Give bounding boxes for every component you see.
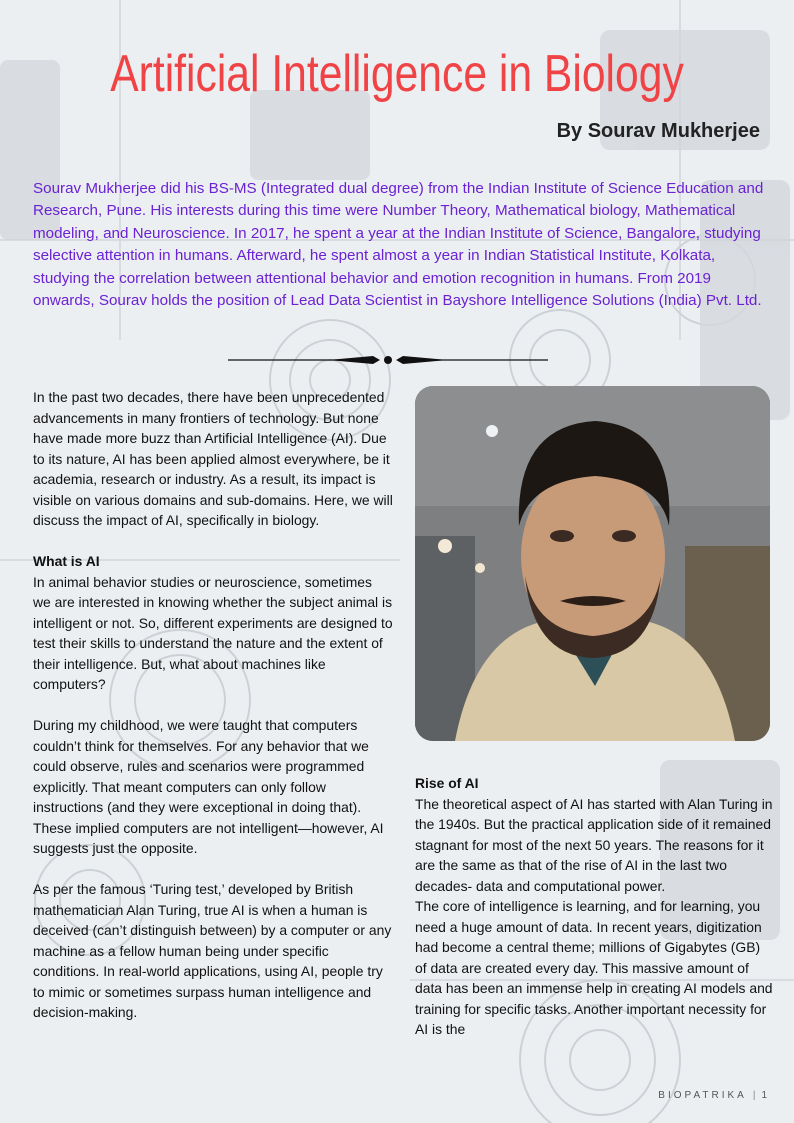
paragraph: As per the famous ‘Turing test,’ developed by British mathematician Alan Turing, true AI is when a human is deceived (can’t distinguish between) by a computer or any machine as a fellow human being under specific conditions. In real-world applications, using AI, people try to mimic or sometimes surpass human intelligence and decision-making. bbox=[33, 881, 392, 1020]
paragraph: The theoretical aspect of AI has started with Alan Turing in the 1940s. But the practical application side of it remained stagnant for most of the next 50 years. The reasons for it are the same as that of the rise of AI in the last two decades- data and computational power. bbox=[415, 795, 773, 894]
paragraph: During my childhood, we were taught that computers couldn’t think for themselves. For any behavior that we could observe, rules and scenarios were programmed explicitly. That meant computers can only follow instructions (and they were exceptional in doing that). These implied computers are not intelligent—however, AI suggests just the opposite. bbox=[33, 717, 384, 856]
intro-paragraph: In the past two decades, there have been unprecedented advancements in many frontiers of technology. But none have made more buzz than Artificial Intelligence (AI). Due to its nature, AI has been applied almost everywhere, be it academia, research or industry. As a result, its impact is visible on various domains and sub-domains. Here, we will discuss the impact of AI, specifically in biology. bbox=[33, 389, 393, 528]
author-byline: By Sourav Mukherjee bbox=[556, 120, 760, 142]
section-heading-rise-of-ai: Rise of AI bbox=[415, 775, 479, 791]
author-photo bbox=[415, 386, 770, 741]
right-column bbox=[415, 773, 775, 1040]
ornamental-divider bbox=[228, 350, 548, 370]
paragraph: In animal behavior studies or neuroscience, sometimes we are interested in knowing whether the subject animal is intelligent or not. So, different experiments are designed to test their skills to understand the nature and the extent of their intelligence. But, what about machines like computers? bbox=[33, 573, 393, 692]
page-number: 1 bbox=[761, 1090, 770, 1101]
paragraph: The core of intelligence is learning, and for learning, you need a huge amount of data. In recent years, digitization had become a central theme; millions of Gigabytes (GB) of data are created every day. This massive amount of data has been an immense help in creating AI models and training for specific tasks. Another important necessity for AI is the bbox=[415, 898, 773, 1037]
left-column bbox=[33, 387, 393, 1023]
author-bio: Sourav Mukherjee did his BS-MS (Integrated dual degree) from the Indian Institute of Science Education and Research, Pune. His interests during this time were Number Theory, Mathematical biology, Mathematical modeling, and Neuroscience. In 2017, he spent a year at the Indian Institute of Science, Bangalore, studying selective attention in humans. Afterward, he spent almost a year in Indian Statistical Institute, Kolkata, studying the correlation between attentional behavior and emotion recognition in humans. From 2019 onwards, Sourav holds the position of Lead Data Scientist in Bayshore Intelligence Solutions (India) Pvt. Ltd. bbox=[33, 180, 764, 310]
page-footer: BIOPATRIKA | 1 bbox=[658, 1090, 770, 1101]
section-heading-what-is-ai: What is AI bbox=[33, 553, 100, 569]
page-title: Artificial Intelligence in Biology bbox=[110, 45, 684, 103]
footer-brand: BIOPATRIKA bbox=[658, 1090, 747, 1101]
